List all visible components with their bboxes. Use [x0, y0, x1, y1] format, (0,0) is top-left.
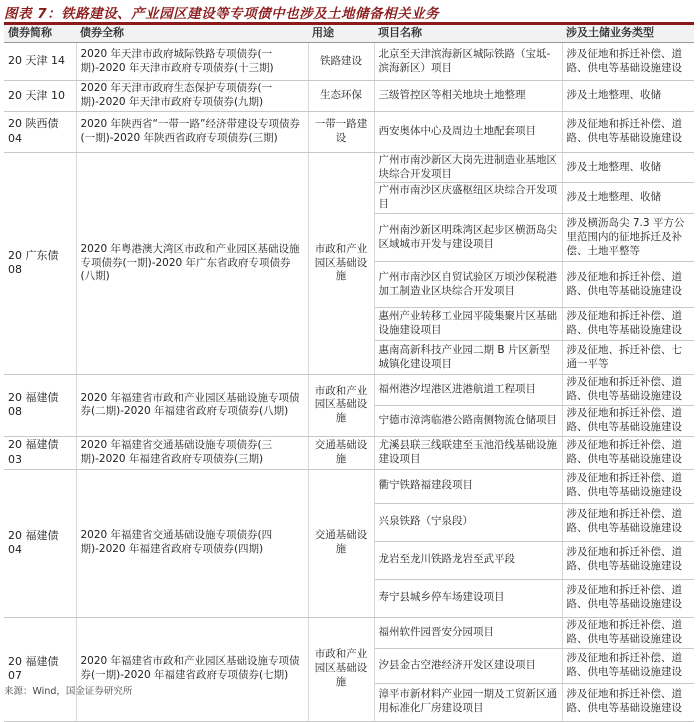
- land-business-type: 涉及征地和拆迁补偿、道路、供电等基础设施建设: [562, 579, 694, 617]
- table-header-row: [4, 25, 694, 43]
- bond-short-name: 20 福建债 03: [4, 436, 76, 469]
- project-name: 三级管控区等相关地块土地整理: [374, 81, 562, 112]
- project-name: 衢宁铁路福建段项目: [374, 469, 562, 503]
- bond-full-name: 2020 年福建省市政和产业园区基础设施专项债券(一期)-2020 年福建省政府专项债券(七期): [76, 617, 308, 721]
- col-header-short-name: 债券简称: [4, 25, 76, 43]
- land-business-type: 涉及土地整理、收储: [562, 81, 694, 112]
- land-business-type: 涉及征地和拆迁补偿、道路、供电等基础设施建设: [562, 503, 694, 541]
- col-header-project: 项目名称: [374, 25, 562, 43]
- land-business-type: 涉及征地和拆迁补偿、道路、供电等基础设施建设: [562, 262, 694, 308]
- project-name: 广州市南沙新区大岗先进制造业基地区块综合开发项目: [374, 152, 562, 183]
- land-business-type: 涉及征地和拆迁补偿、道路、供电等基础设施建设: [562, 436, 694, 469]
- table-row: [4, 152, 694, 183]
- table-row: [4, 81, 694, 112]
- land-business-type: 涉及征地、拆迁补偿、七通一平等: [562, 341, 694, 375]
- land-business-type: 涉及征地和拆迁补偿、道路、供电等基础设施建设: [562, 111, 694, 152]
- bond-full-name: 2020 年粤港澳大湾区市政和产业园区基础设施专项债券(一期)-2020 年广东省政府专项债券(八期): [76, 152, 308, 374]
- project-name: 漳平市新材料产业园一期及工贸新区通用标准化厂房建设项目: [374, 683, 562, 721]
- project-name: 广州市南沙区庆盛枢纽区块综合开发项目: [374, 183, 562, 214]
- land-business-type: 涉及征地和拆迁补偿、道路、供电等基础设施建设: [562, 617, 694, 648]
- project-name: 广州市南沙区自贸试验区万顷沙保税港加工制造业区块综合开发项目: [374, 262, 562, 308]
- bond-short-name: 20 广东债 08: [4, 152, 76, 374]
- project-name: 汐县金古空港经济开发区建设项目: [374, 648, 562, 683]
- land-business-type: 涉及土地整理、收储: [562, 152, 694, 183]
- project-name: 福州港汐埕港区进港航道工程项目: [374, 375, 562, 406]
- land-business-type: 涉及征地和拆迁补偿、道路、供电等基础设施建设: [562, 541, 694, 579]
- bond-full-name: 2020 年天津市政府城际铁路专项债券(一期)-2020 年天津市政府专项债券(十三期): [76, 43, 308, 81]
- col-header-full-name: 债券全称: [76, 25, 308, 43]
- project-name: 兴泉铁路（宁泉段）: [374, 503, 562, 541]
- bond-use: 交通基础设施: [308, 469, 374, 617]
- bond-use: 一带一路建设: [308, 111, 374, 152]
- bond-full-name: 2020 年陕西省“一带一路”经济带建设专项债券(一期)-2020 年陕西省政府专项债券(三期): [76, 111, 308, 152]
- bond-full-name: 2020 年天津市政府生态保护专项债券(一期)-2020 年天津市政府专项债券(九期): [76, 81, 308, 112]
- land-business-type: 涉及征地和拆迁补偿、道路、供电等基础设施建设: [562, 683, 694, 721]
- bond-use: 铁路建设: [308, 43, 374, 81]
- table-row: [4, 436, 694, 469]
- land-business-type: 涉及征地和拆迁补偿、道路、供电等基础设施建设: [562, 43, 694, 81]
- land-business-type: 涉及土地整理、收储: [562, 183, 694, 214]
- project-name: 西安奥体中心及周边土地配套项目: [374, 111, 562, 152]
- bond-use: 交通基础设施: [308, 436, 374, 469]
- project-name: 惠南高新科技产业园二期 B 片区新型城镇化建设项目: [374, 341, 562, 375]
- bond-use: 市政和产业园区基础设施: [308, 152, 374, 374]
- bond-short-name: 20 天津 14: [4, 43, 76, 81]
- land-business-type: 涉及征地和拆迁补偿、道路、供电等基础设施建设: [562, 308, 694, 341]
- project-name: 寿宁县城乡停车场建设项目: [374, 579, 562, 617]
- project-name: 福州软件园晋安分园项目: [374, 617, 562, 648]
- project-name: 广州南沙新区明珠湾区起步区横沥岛尖区域城市开发与建设项目: [374, 214, 562, 262]
- bond-short-name: 20 福建债 04: [4, 469, 76, 617]
- source-note: 来源：Wind，国金证券研究所: [4, 686, 133, 697]
- project-name: 北京至天津滨海新区城际铁路（宝坻-滨海新区）项目: [374, 43, 562, 81]
- bond-use: 市政和产业园区基础设施: [308, 617, 374, 721]
- bond-use: 生态环保: [308, 81, 374, 112]
- table-row: [4, 43, 694, 81]
- project-name: 宁德市漳湾临港公路南侧物流仓储项目: [374, 405, 562, 436]
- project-name: 惠州产业转移工业园平陵集聚片区基础设施建设项目: [374, 308, 562, 341]
- project-name: 龙岩至龙川铁路龙岩至武平段: [374, 541, 562, 579]
- project-name: 尤溪县联三线联建至玉池沿线基础设施建设项目: [374, 436, 562, 469]
- land-business-type: 涉及征地和拆迁补偿、道路、供电等基础设施建设: [562, 648, 694, 683]
- bond-full-name: 2020 年福建省市政和产业园区基础设施专项债券(二期)-2020 年福建省政府专项债券(八期): [76, 375, 308, 436]
- table-row: [4, 469, 694, 503]
- table-row: [4, 375, 694, 406]
- land-business-type: 涉及横沥岛尖 7.3 平方公里范围内的征地拆迁及补偿、土地平整等: [562, 214, 694, 262]
- land-business-type: 涉及征地和拆迁补偿、道路、供电等基础设施建设: [562, 375, 694, 406]
- bond-short-name: 20 天津 10: [4, 81, 76, 112]
- col-header-land-type: 涉及土储业务类型: [562, 25, 694, 43]
- bond-short-name: 20 福建债 07: [4, 617, 76, 721]
- bond-short-name: 20 福建债 08: [4, 375, 76, 436]
- bond-full-name: 2020 年福建省交通基础设施专项债券(三期)-2020 年福建省政府专项债券(三期): [76, 436, 308, 469]
- table-row: [4, 617, 694, 648]
- col-header-use: 用途: [308, 25, 374, 43]
- bond-short-name: 20 陕西债 04: [4, 111, 76, 152]
- figure-title: 图表 7：铁路建设、产业园区建设等专项债中也涉及土地储备相关业务: [4, 6, 440, 22]
- land-business-type: 涉及征地和拆迁补偿、道路、供电等基础设施建设: [562, 405, 694, 436]
- bond-full-name: 2020 年福建省交通基础设施专项债券(四期)-2020 年福建省政府专项债券(四期): [76, 469, 308, 617]
- bond-use: 市政和产业园区基础设施: [308, 375, 374, 436]
- table-row: [4, 111, 694, 152]
- bond-table: [4, 24, 694, 722]
- land-business-type: 涉及征地和拆迁补偿、道路、供电等基础设施建设: [562, 469, 694, 503]
